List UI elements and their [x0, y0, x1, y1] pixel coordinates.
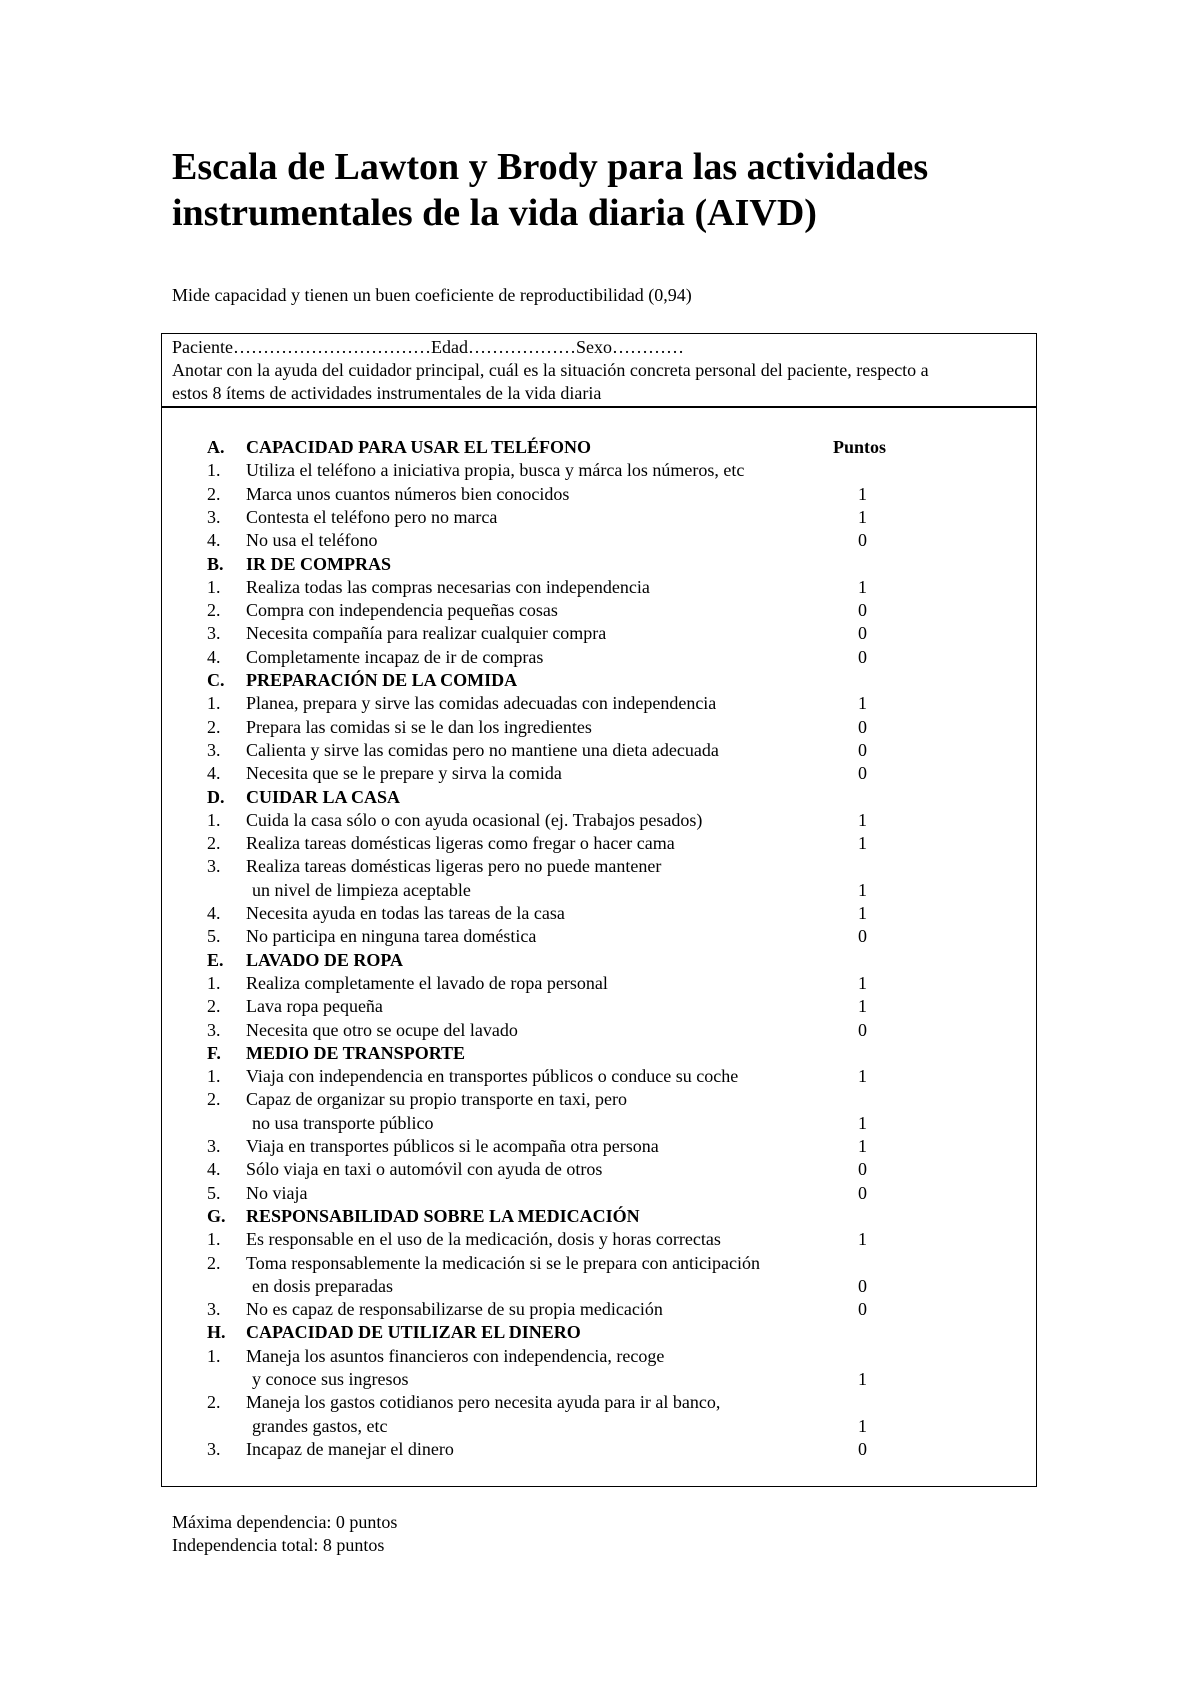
item-text: Calienta y sirve las comidas pero no mantiene una dieta adecuada [246, 739, 719, 760]
item-points: 0 [858, 1275, 867, 1296]
item-text-continuation: un nivel de limpieza aceptable [252, 879, 471, 900]
item-points: 1 [858, 1229, 867, 1250]
item-text: Necesita que otro se ocupe del lavado [246, 1019, 518, 1040]
item-points: 0 [858, 530, 867, 551]
section-letter: A. [207, 437, 225, 457]
item-text-continuation: y conoce sus ingresos [252, 1369, 409, 1389]
item-points: 1 [858, 1112, 867, 1133]
instruction-line-1: Anotar con la ayuda del cuidador principal, cuál es la situación concreta personal del paciente, respecto a [172, 360, 929, 380]
item-text: No participa en ninguna tarea doméstica [246, 926, 537, 947]
item-number: 4. [207, 646, 221, 667]
total-independence: Independencia total: 8 puntos [172, 1535, 385, 1555]
item-number: 5. [207, 926, 221, 947]
max-dependence: Máxima dependencia: 0 puntos [172, 1512, 398, 1532]
section-letter: G. [207, 1205, 226, 1226]
item-points: 1 [858, 879, 867, 900]
item-text: No es capaz de responsabilizarse de su propia medicación [246, 1299, 663, 1320]
item-points: 1 [858, 903, 867, 923]
item-points: 0 [858, 623, 867, 644]
section-title: CUIDAR LA CASA [246, 786, 401, 807]
item-points: 0 [858, 739, 867, 760]
item-number: 2. [207, 1252, 221, 1273]
item-text: Incapaz de manejar el dinero [246, 1438, 454, 1459]
section-letter: C. [207, 670, 225, 690]
item-number: 1. [207, 1345, 221, 1366]
item-points: 1 [858, 1066, 867, 1087]
section-title: CAPACIDAD PARA USAR EL TELÉFONO [246, 437, 592, 457]
item-points: 0 [858, 716, 867, 737]
title-line-2: instrumentales de la vida diaria (AIVD) [172, 192, 817, 234]
item-number: 2. [207, 996, 221, 1017]
item-number: 4. [207, 763, 221, 784]
subtitle: Mide capacidad y tienen un buen coeficiente de reproductibilidad (0,94) [172, 285, 692, 305]
item-points: 1 [858, 576, 867, 597]
item-points: 0 [858, 1438, 867, 1459]
item-text: Realiza tareas domésticas ligeras pero no puede mantener [246, 856, 662, 877]
item-number: 3. [207, 1299, 221, 1320]
item-text: No usa el teléfono [246, 530, 378, 551]
item-text: Contesta el teléfono pero no marca [246, 506, 498, 527]
section-letter: E. [207, 949, 224, 970]
item-points: 1 [858, 506, 867, 527]
section-title: IR DE COMPRAS [246, 553, 392, 574]
item-text: Sólo viaja en taxi o automóvil con ayuda de otros [246, 1159, 603, 1180]
item-number: 3. [207, 856, 221, 877]
section-title: PREPARACIÓN DE LA COMIDA [246, 670, 518, 690]
item-points: 0 [858, 1182, 867, 1203]
item-text: Realiza tareas domésticas ligeras como fregar o hacer cama [246, 833, 675, 854]
item-text: Marca unos cuantos números bien conocidos [246, 483, 570, 504]
section-title: LAVADO DE ROPA [246, 949, 404, 970]
item-text: Cuida la casa sólo o con ayuda ocasional (ej. Trabajos pesados) [246, 809, 703, 830]
instruction-line-2: estos 8 ítems de actividades instrumentales de la vida diaria [172, 383, 602, 403]
item-text: Toma responsablemente la medicación si se le prepara con anticipación [246, 1252, 761, 1273]
item-text: Necesita que se le prepare y sirva la comida [246, 763, 562, 784]
item-text: Lava ropa pequeña [246, 996, 383, 1017]
item-text: Es responsable en el uso de la medicación, dosis y horas correctas [246, 1229, 721, 1250]
item-number: 2. [207, 716, 221, 737]
item-text-continuation: no usa transporte público [252, 1112, 434, 1133]
item-text: Realiza todas las compras necesarias con independencia [246, 576, 650, 597]
item-number: 1. [207, 809, 221, 830]
item-number: 2. [207, 1392, 221, 1413]
item-points: 0 [858, 1299, 867, 1320]
item-number: 5. [207, 1182, 221, 1203]
item-text: Utiliza el teléfono a iniciativa propia, busca y márca los números, etc [246, 460, 745, 481]
item-text: Necesita ayuda en todas las tareas de la casa [246, 903, 565, 923]
item-number: 3. [207, 739, 221, 760]
item-points: 0 [858, 600, 867, 621]
item-points: 0 [858, 646, 867, 667]
item-number: 1. [207, 693, 221, 714]
item-text: Maneja los gastos cotidianos pero necesita ayuda para ir al banco, [246, 1392, 721, 1413]
item-number: 4. [207, 1159, 221, 1180]
scale-items [162, 334, 1036, 1486]
item-text: Necesita compañía para realizar cualquier compra [246, 623, 607, 644]
item-points: 1 [858, 693, 867, 714]
section-letter: H. [207, 1322, 226, 1343]
item-number: 3. [207, 1019, 221, 1040]
item-number: 3. [207, 1438, 221, 1459]
item-text: Compra con independencia pequeñas cosas [246, 600, 558, 621]
section-title: MEDIO DE TRANSPORTE [246, 1042, 466, 1063]
item-text: Viaja con independencia en transportes públicos o conduce su coche [246, 1066, 739, 1087]
item-text: Capaz de organizar su propio transporte en taxi, pero [246, 1089, 628, 1110]
section-letter: F. [207, 1042, 221, 1063]
item-points: 0 [858, 1159, 867, 1180]
section-letter: D. [207, 786, 225, 807]
points-column-header: Puntos [833, 437, 887, 457]
item-number: 2. [207, 833, 221, 854]
item-number: 4. [207, 530, 221, 551]
item-points: 1 [858, 809, 867, 830]
item-number: 4. [207, 903, 221, 923]
item-number: 3. [207, 623, 221, 644]
item-points: 1 [858, 483, 867, 504]
item-text: Realiza completamente el lavado de ropa personal [246, 972, 608, 993]
item-text: Completamente incapaz de ir de compras [246, 646, 544, 667]
patient-line: Paciente……………………………Edad………………Sexo………… [172, 337, 684, 357]
item-number: 2. [207, 1089, 221, 1110]
item-points: 0 [858, 1019, 867, 1040]
item-text: Maneja los asuntos financieros con independencia, recoge [246, 1345, 665, 1366]
item-text: No viaja [246, 1182, 308, 1203]
scale-form-box [161, 333, 1037, 1487]
footer [172, 1511, 397, 1557]
item-number: 1. [207, 460, 221, 481]
item-text: Planea, prepara y sirve las comidas adecuadas con independencia [246, 693, 717, 714]
item-number: 3. [207, 506, 221, 527]
item-number: 1. [207, 972, 221, 993]
item-points: 1 [858, 833, 867, 854]
item-number: 2. [207, 483, 221, 504]
section-title: CAPACIDAD DE UTILIZAR EL DINERO [246, 1322, 581, 1343]
item-points: 0 [858, 926, 867, 947]
item-points: 1 [858, 1415, 867, 1436]
title-line-1: Escala de Lawton y Brody para las actividades [172, 146, 929, 188]
item-number: 3. [207, 1136, 221, 1156]
item-points: 0 [858, 763, 867, 784]
item-points: 1 [858, 972, 867, 993]
item-points: 1 [858, 1369, 867, 1389]
section-letter: B. [207, 553, 224, 574]
item-text: Viaja en transportes públicos si le acompaña otra persona [246, 1136, 659, 1156]
item-text-continuation: grandes gastos, etc [252, 1415, 388, 1436]
section-title: RESPONSABILIDAD SOBRE LA MEDICACIÓN [246, 1205, 640, 1226]
item-number: 2. [207, 600, 221, 621]
item-number: 1. [207, 576, 221, 597]
item-points: 1 [858, 1136, 867, 1156]
item-text-continuation: en dosis preparadas [252, 1275, 393, 1296]
item-points: 1 [858, 996, 867, 1017]
item-number: 1. [207, 1229, 221, 1250]
item-number: 1. [207, 1066, 221, 1087]
document-title [172, 144, 1132, 236]
item-text: Prepara las comidas si se le dan los ingredientes [246, 716, 592, 737]
